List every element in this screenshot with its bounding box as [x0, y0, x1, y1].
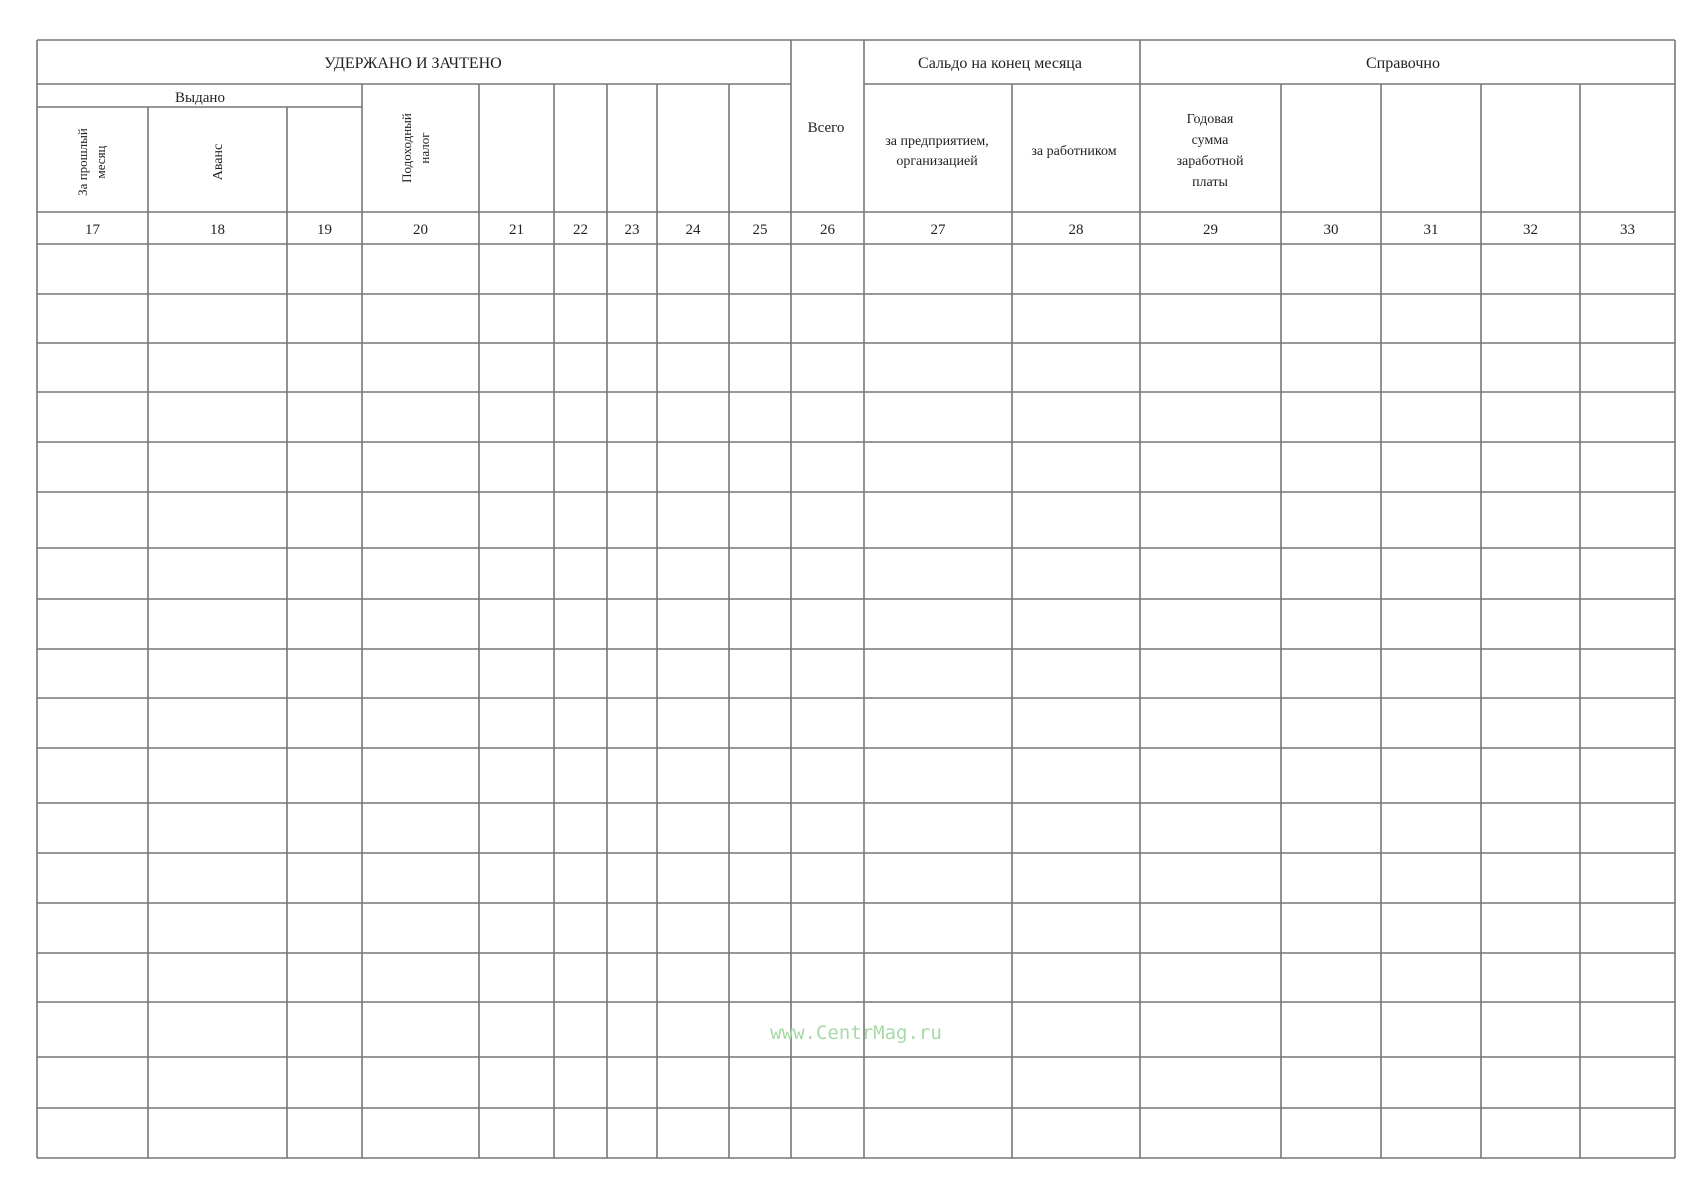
- column-number: 22: [573, 222, 588, 238]
- column-number: 29: [1203, 222, 1218, 238]
- column-number: 24: [685, 222, 701, 238]
- col-29-annual-salary-line2: сумма: [1191, 133, 1229, 148]
- col-26-total: Всего: [807, 120, 845, 136]
- col-29-annual-salary-line3: заработной: [1176, 154, 1244, 169]
- column-number: 19: [317, 222, 332, 238]
- col-20-income-tax-line1: Подоходный: [399, 113, 414, 183]
- col-28-for-employee: за работником: [1031, 144, 1117, 159]
- col-17-last-month-line1: За прошлый: [75, 128, 90, 196]
- column-number: 17: [85, 222, 100, 238]
- col-17-last-month-line2: месяц: [93, 145, 108, 179]
- column-number: 25: [752, 222, 768, 238]
- header-issued: Выдано: [175, 90, 225, 106]
- column-number: 33: [1620, 222, 1635, 238]
- watermark: www.CentrMag.ru: [770, 1022, 942, 1044]
- column-number: 27: [930, 222, 946, 238]
- column-number: 26: [820, 222, 835, 238]
- column-number: 28: [1068, 222, 1084, 238]
- col-29-annual-salary-line1: Годовая: [1186, 112, 1234, 127]
- col-18-advance: Аванс: [211, 143, 226, 181]
- header-withheld-and-credited: УДЕРЖАНО И ЗАЧТЕНО: [324, 55, 502, 72]
- col-27-for-enterprise-line1: за предприятием,: [885, 134, 989, 149]
- column-number: 30: [1323, 222, 1339, 238]
- header-balance-end-of-month: Сальдо на конец месяца: [918, 55, 1082, 72]
- header-reference: Справочно: [1366, 55, 1440, 72]
- col-20-income-tax-line2: налог: [417, 132, 432, 164]
- column-number: 32: [1523, 222, 1538, 238]
- column-number: 21: [509, 222, 524, 238]
- col-27-for-enterprise-line2: организацией: [896, 154, 978, 169]
- column-number: 31: [1423, 222, 1439, 238]
- column-number: 23: [624, 222, 640, 238]
- column-number: 18: [210, 222, 225, 238]
- table-body: [37, 244, 1675, 1108]
- col-29-annual-salary-line4: платы: [1192, 175, 1228, 190]
- column-number: 20: [413, 222, 428, 238]
